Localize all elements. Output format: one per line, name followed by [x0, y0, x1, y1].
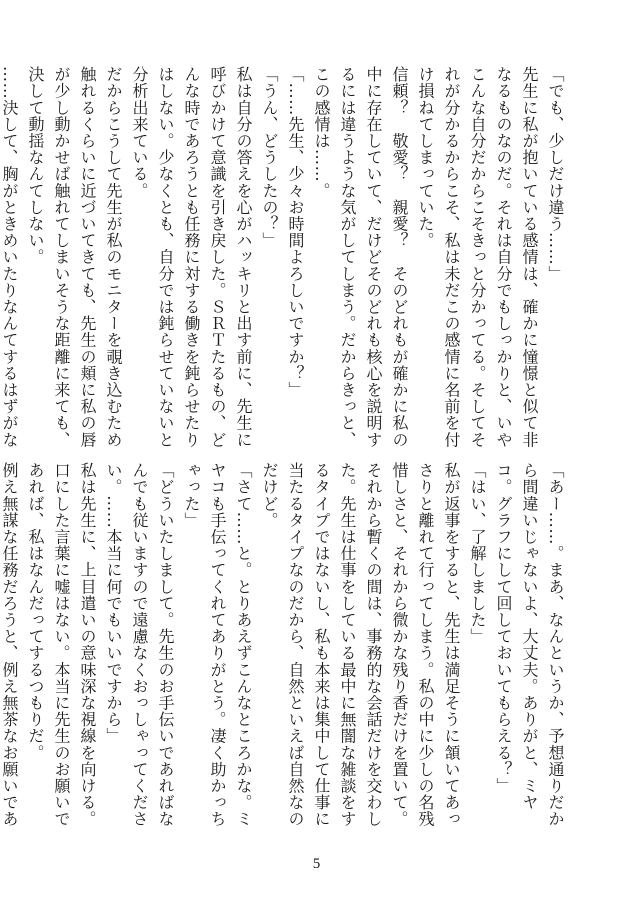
- paragraph: 「……先生、少々お時間よろしいですか？」: [286, 66, 305, 398]
- lower-text-column: [0, 462, 568, 842]
- upper-text-column: [0, 66, 568, 448]
- paragraph: 私は自分の答えを心がハッキリと出す前に、先生に呼びかけて意識を引き戻した。ＳＲＴたるもの、どんな時であろうとも任務に対する働きを鈍らせたりはしない。少なくとも、自分では鈍らせていないと分析出来ている。: [130, 66, 253, 448]
- paragraph: ……決して、胸がときめいたりなんてするはずがな: [0, 66, 19, 448]
- paragraph: 私は先生に、上目遣いの意味深な視線を向ける。口にした言葉に嘘はない。本当に先生のお願いであれば、私はなんだってするつもりだ。: [26, 462, 97, 828]
- paragraph: 「どういたしまして。先生のお手伝いであればなんでも従いますので遠慮なくおっしゃってください。……本当に何でもいいですから」: [104, 462, 175, 828]
- paragraph: 「でも、少しだけ違う……」: [546, 66, 565, 282]
- paragraph: 「はい、了解しました」: [468, 462, 487, 645]
- paragraph: 例え無謀な任務だろうと、例え無茶なお願いであ: [0, 462, 19, 828]
- page-number: 5: [312, 856, 321, 872]
- paragraph: 「あー……。まあ、なんというか、予想通りだから間違いじゃないよ、大丈夫。ありがと、ミヤコ。グラフにして回しておいてもらえる？」: [494, 462, 565, 828]
- paragraph: 「うん、どうしたの？」: [260, 66, 279, 249]
- paragraph: 先生に私が抱いている感情は、確かに憧憬と似て非なるものなのだ。それは自分でもしっかりと、いやこんな自分だからこそきっと分かってる。そしてそれが分かるからこそ、私は未だこの感情に名前を付け損ねてしまっていた。: [416, 66, 539, 448]
- paragraph: 「さて……と。とりあえずこんなところかな。ミヤコも手伝ってくれてありがとう。凄く助かっちゃった」: [182, 462, 253, 828]
- paragraph: だからこうして先生が私のモニターを覗き込むため触れるくらいに近づいてきても、先生の頬に私の唇が少し動かせば触れてしまいそうな距離に来ても、決して動揺なんてしない。: [26, 66, 123, 448]
- paragraph: それから暫くの間は、事務的な会話だけを交わした。先生は仕事をしている最中に無闇な雑談をするタイプではないし、私も本来は集中して仕事に当たるタイプなのだから、自然といえば自然なのだけど。: [260, 462, 383, 828]
- paragraph: 私が返事をすると、先生は満足そうに頷いてあっさりと離れて行ってしまう。私の中に少しの名残惜しさと、それから微かな残り香だけを置いて。: [390, 462, 461, 828]
- paragraph: 信頼？ 敬愛？ 親愛？ そのどれもが確かに私の中に存在していて、だけどそのどれも核心を説明するには違うような気がしてしまう。だからきっと、この感情は……。: [312, 66, 409, 448]
